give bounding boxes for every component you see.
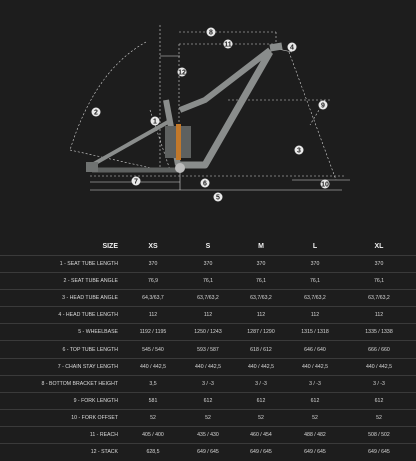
table-cell: 112 (203, 312, 213, 319)
table-cell: 63,7/63,2 (304, 295, 326, 302)
svg-text:7: 7 (134, 178, 138, 186)
head-tube (270, 46, 282, 48)
callout-2 (92, 108, 101, 117)
geometry-table (0, 238, 416, 460)
table-row (0, 290, 416, 307)
table-cell: 649 / 645 (250, 449, 272, 456)
svg-text:8: 8 (209, 29, 213, 37)
table-cell: 440 / 442,5 (140, 363, 166, 370)
table-cell: 545 / 540 (142, 346, 164, 353)
table-row (0, 409, 416, 426)
table-cell: 612 (310, 397, 320, 404)
table-row (0, 256, 416, 273)
table-cell: 649 / 645 (368, 449, 390, 456)
table-cell: 612 (256, 397, 266, 404)
svg-text:9: 9 (321, 102, 325, 110)
table-cell: 3 / -3 (309, 380, 321, 387)
table-cell: 1250 / 1243 (194, 329, 222, 336)
callout-markers (92, 28, 330, 202)
parameter-label: 10 - FORK OFFSET (71, 414, 118, 421)
table-cell: 112 (374, 312, 384, 319)
callout-1 (151, 117, 160, 126)
table-cell: 76,1 (255, 278, 267, 285)
table-cell: 52 (376, 414, 382, 421)
down-tube (180, 52, 270, 165)
svg-text:11: 11 (224, 41, 232, 49)
table-cell: 3 / -3 (202, 380, 214, 387)
parameter-label: 7 - CHAIN STAY LENGTH (57, 363, 118, 370)
table-cell: 440 / 442,5 (248, 363, 274, 370)
callout-7 (132, 177, 141, 186)
table-row (0, 358, 416, 375)
table-cell: 581 (148, 397, 158, 404)
bottom-bracket (175, 163, 185, 173)
shock-accent (176, 124, 181, 160)
table-cell: 63,7/63,2 (368, 295, 390, 302)
table-cell: 435 / 430 (197, 431, 219, 438)
table-cell: 64,3/63,7 (142, 295, 164, 302)
table-cell: 460 / 454 (250, 431, 272, 438)
table-cell: 52 (312, 414, 318, 421)
svg-text:4: 4 (290, 44, 294, 52)
parameter-label: 11 - REACH (89, 431, 118, 438)
seat-stay (92, 122, 168, 165)
table-cell: 440 / 442,5 (195, 363, 221, 370)
table-cell: 370 (310, 261, 320, 268)
table-cell: 508 / 502 (368, 431, 390, 438)
table-cell: 112 (310, 312, 320, 319)
callout-4 (288, 43, 297, 52)
table-cell: 76,9 (147, 278, 159, 285)
size-xl: XL (374, 243, 384, 250)
callout-3 (295, 146, 304, 155)
table-cell: 649 / 645 (197, 449, 219, 456)
table-cell: 1287 / 1290 (247, 329, 275, 336)
table-cell: 612 (203, 397, 213, 404)
parameter-label: 9 - FORK LENGTH (73, 397, 118, 404)
table-cell: 1192 / 1195 (139, 329, 167, 336)
svg-text:5: 5 (216, 194, 220, 202)
svg-text:3: 3 (297, 147, 301, 155)
table-cell: 612 (374, 397, 384, 404)
size-xs: XS (148, 243, 158, 250)
svg-text:12: 12 (178, 69, 186, 77)
table-cell: 405 / 400 (142, 431, 164, 438)
table-row (0, 307, 416, 324)
table-cell: 370 (256, 261, 266, 268)
table-cell: 370 (203, 261, 213, 268)
size-header: SIZE (102, 243, 118, 250)
parameter-label: 5 - WHEELBASE (78, 329, 118, 336)
measurement-lines (70, 25, 350, 190)
table-cell: 112 (256, 312, 266, 319)
parameter-label: 2 - SEAT TUBE ANGLE (63, 278, 118, 285)
size-s: S (205, 243, 211, 250)
table-cell: 76,1 (309, 278, 321, 285)
table-cell: 488 / 482 (304, 431, 326, 438)
table-cell: 52 (205, 414, 211, 421)
svg-text:2: 2 (94, 109, 98, 117)
table-row (0, 426, 416, 443)
svg-text:10: 10 (321, 181, 329, 189)
parameter-label: 4 - HEAD TUBE LENGTH (58, 312, 118, 319)
table-cell: 3 / -3 (373, 380, 385, 387)
table-row (0, 375, 416, 392)
parameter-label: 3 - HEAD TUBE ANGLE (62, 295, 118, 302)
svg-text:1: 1 (153, 118, 157, 126)
table-cell: 76,1 (373, 278, 385, 285)
callout-12 (178, 68, 187, 77)
table-cell: 440 / 442,5 (366, 363, 392, 370)
table-row (0, 341, 416, 358)
svg-text:6: 6 (203, 180, 207, 188)
table-row (0, 392, 416, 409)
callout-5 (214, 193, 223, 202)
bike-frame (86, 46, 282, 173)
table-cell: 52 (150, 414, 156, 421)
table-row (0, 444, 416, 461)
table-cell: 649 / 645 (304, 449, 326, 456)
dropout (86, 162, 98, 172)
parameter-label: 6 - TOP TUBE LENGTH (62, 346, 118, 353)
table-cell: 646 / 640 (304, 346, 326, 353)
table-cell: 76,1 (202, 278, 214, 285)
table-cell: 63,7/63,2 (197, 295, 219, 302)
table-row (0, 273, 416, 290)
callout-9 (319, 101, 328, 110)
callout-8 (207, 28, 216, 37)
table-cell: 666 / 660 (368, 346, 390, 353)
table-cell: 593 / 587 (197, 346, 219, 353)
table-cell: 63,7/63,2 (250, 295, 272, 302)
callout-6 (201, 179, 210, 188)
table-cell: 3 / -3 (255, 380, 267, 387)
table-cell: 112 (148, 312, 158, 319)
table-cell: 440 / 442,5 (302, 363, 328, 370)
size-l: L (312, 243, 318, 250)
callout-10 (321, 180, 330, 189)
table-header-row (0, 238, 416, 256)
parameter-label: 8 - BOTTOM BRACKET HEIGHT (41, 380, 118, 387)
table-cell: 618 / 612 (250, 346, 272, 353)
table-cell: 370 (148, 261, 158, 268)
table-cell: 370 (374, 261, 384, 268)
size-m: M (258, 243, 264, 250)
table-cell: 52 (258, 414, 264, 421)
table-row (0, 324, 416, 341)
table-cell: 1335 / 1338 (365, 329, 393, 336)
table-cell: 1315 / 1318 (301, 329, 329, 336)
parameter-label: 12 - STACK (90, 449, 118, 456)
frame-geometry-diagram (0, 0, 416, 230)
table-cell: 3,5 (149, 380, 157, 387)
parameter-label: 1 - SEAT TUBE LENGTH (59, 261, 118, 268)
table-cell: 628,5 (146, 449, 160, 456)
callout-11 (224, 40, 233, 49)
